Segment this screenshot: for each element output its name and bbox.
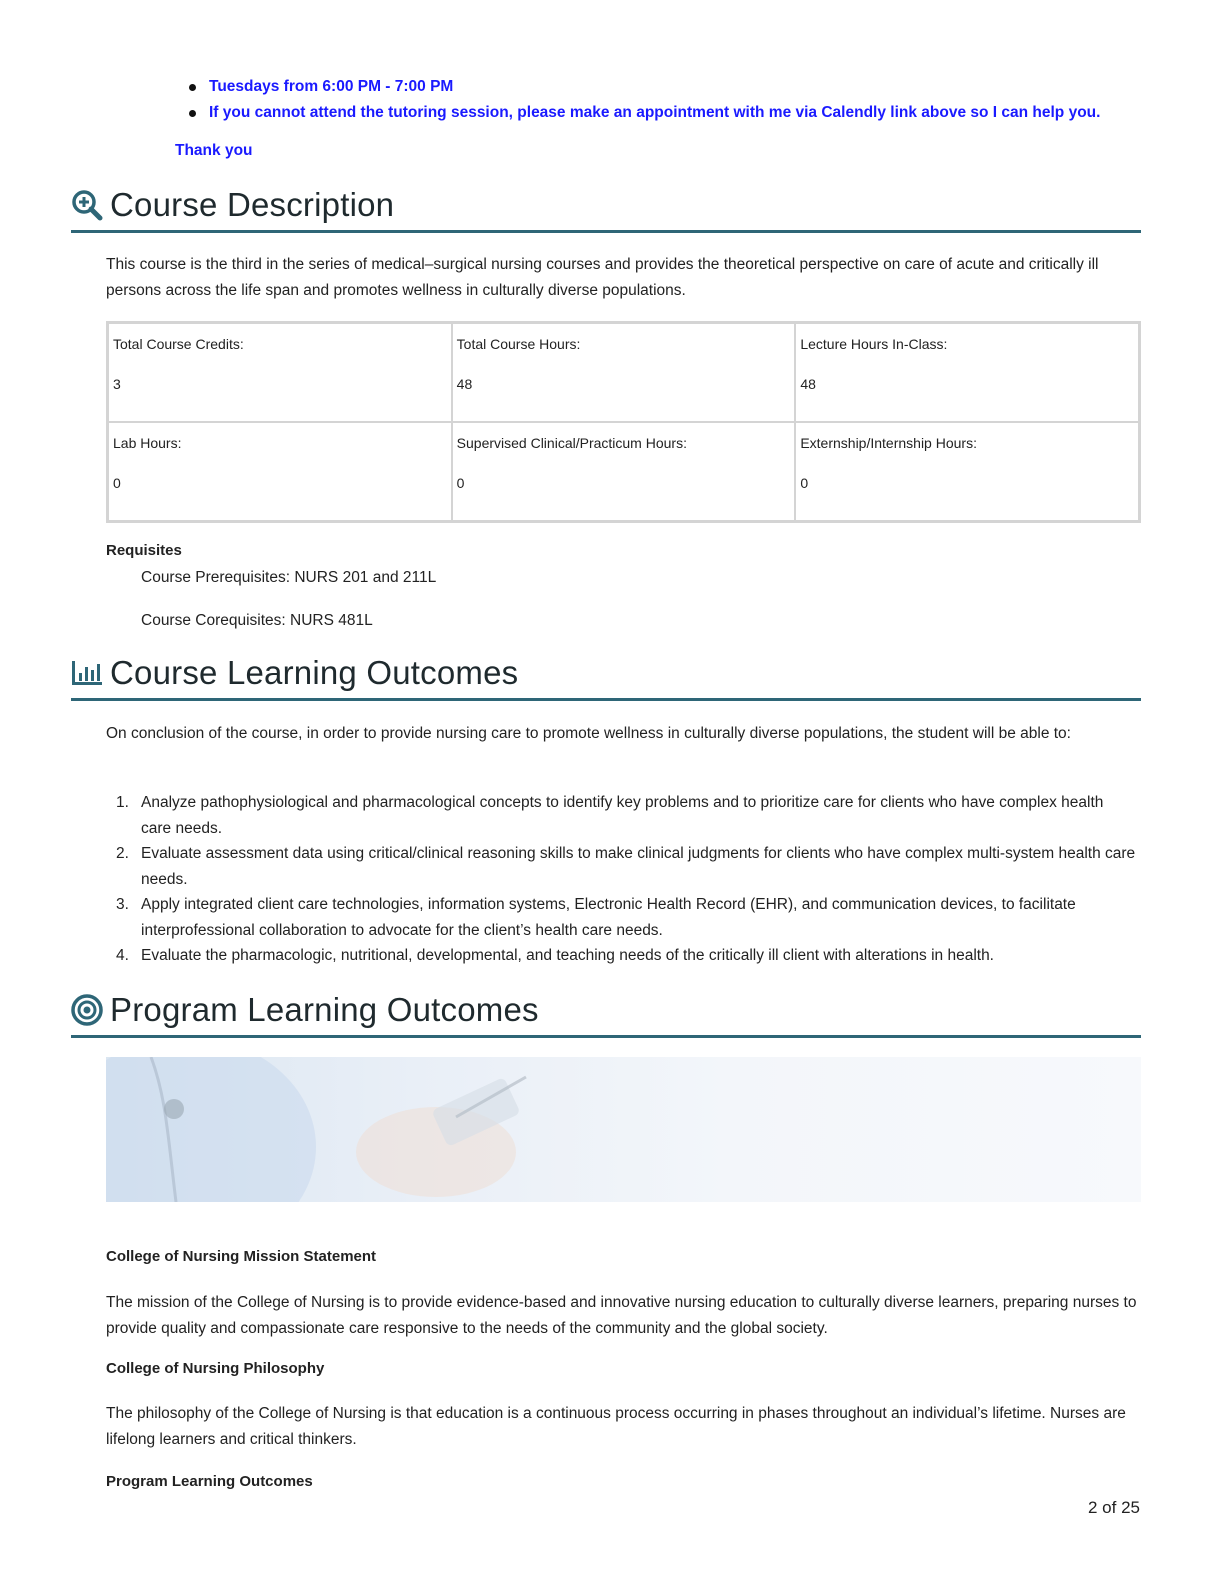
fact-cell <box>452 422 796 521</box>
fact-cell <box>795 422 1139 521</box>
fact-cell <box>108 323 452 422</box>
item-text: Evaluate assessment data using critical/clinical reasoning skills to make clinical judgments for clients who have complex multi-system health care needs. <box>141 845 1136 888</box>
plo-title: Program Learning Outcomes <box>106 1473 313 1490</box>
fact-cell <box>452 323 796 422</box>
mission-title: College of Nursing Mission Statement <box>106 1248 377 1265</box>
magnify-plus-icon <box>71 189 103 221</box>
section-title: Course Learning Outcomes <box>110 654 519 691</box>
section-title: Course Description <box>110 186 395 223</box>
item-text: Evaluate the pharmacologic, nutritional, developmental, and teaching needs of the critically ill client with alterations in health. <box>141 947 994 964</box>
fact-label: Lecture Hours In-Class: <box>800 336 948 352</box>
item-number: 2. <box>116 845 129 862</box>
thanks-text: Thank you <box>175 142 253 159</box>
outcomes-intro: On conclusion of the course, in order to provide nursing care to promote wellness in culturally diverse populations, the student will be able to: <box>106 725 1071 742</box>
item-text: Analyze pathophysiological and pharmacological concepts to identify key problems and to prioritize care for clients who have complex health care needs. <box>141 794 1104 837</box>
page-number: 2 of 25 <box>1088 1498 1140 1517</box>
list-item <box>106 790 1136 841</box>
fact-value: 0 <box>456 475 465 491</box>
item-text: Apply integrated client care technologies, information systems, Electronic Health Record (EHR), and communication devices, to facilitate interprofessional collaboration to advocate for the client’s health care needs. <box>141 896 1076 939</box>
list-item <box>106 943 1136 969</box>
fact-label: Total Course Credits: <box>113 336 244 352</box>
fact-value: 48 <box>456 376 473 392</box>
item-number: 3. <box>116 896 129 913</box>
nursing-banner-image <box>106 1057 1141 1202</box>
nurse-clipboard-illustration <box>106 1057 1141 1202</box>
corequisites-text: Course Corequisites: NURS 481L <box>141 612 373 629</box>
fact-value: 0 <box>800 475 809 491</box>
course-outcomes-list <box>106 790 1136 969</box>
course-description-text: This course is the third in the series of medical–surgical nursing courses and provides the theoretical perspective on care of acute and critically ill persons across the life span and promotes wellness in culturally diverse populations. <box>106 256 1099 299</box>
tutoring-time: Tuesdays from 6:00 PM - 7:00 PM <box>188 74 1100 100</box>
target-icon <box>71 994 103 1026</box>
program-learning-outcomes-header <box>71 985 1141 1038</box>
tutoring-note: If you cannot attend the tutoring session, please make an appointment with me via Calendly link above so I can help you. <box>188 100 1100 126</box>
fact-cell <box>108 422 452 521</box>
fact-label: Supervised Clinical/Practicum Hours: <box>456 435 687 451</box>
fact-value: 0 <box>113 475 121 491</box>
fact-value: 3 <box>113 376 121 392</box>
section-title: Program Learning Outcomes <box>110 991 539 1028</box>
mission-text: The mission of the College of Nursing is to provide evidence-based and innovative nursing education to culturally diverse learners, preparing nurses to provide quality and compassionate care responsive to the needs of the community and the global society. <box>106 1294 1137 1337</box>
philosophy-text: The philosophy of the College of Nursing is that education is a continuous process occurring in phases throughout an individual’s lifetime. Nurses are lifelong learners and critical thinkers. <box>106 1405 1126 1448</box>
philosophy-title: College of Nursing Philosophy <box>106 1360 325 1377</box>
bar-chart-icon <box>71 657 103 689</box>
fact-value: 48 <box>800 376 816 392</box>
fact-label: Total Course Hours: <box>456 336 581 352</box>
course-facts-table <box>106 321 1141 523</box>
fact-label: Externship/Internship Hours: <box>800 435 977 451</box>
list-item <box>106 841 1136 892</box>
list-item <box>106 892 1136 943</box>
course-learning-outcomes-header <box>71 648 1141 701</box>
item-number: 1. <box>116 794 129 811</box>
requisites-title: Requisites <box>106 542 182 559</box>
course-description-header <box>71 180 1141 233</box>
prerequisites-text: Course Prerequisites: NURS 201 and 211L <box>141 569 437 586</box>
tutoring-list <box>188 74 1100 126</box>
fact-cell <box>795 323 1139 422</box>
item-number: 4. <box>116 947 129 964</box>
fact-label: Lab Hours: <box>113 435 182 451</box>
